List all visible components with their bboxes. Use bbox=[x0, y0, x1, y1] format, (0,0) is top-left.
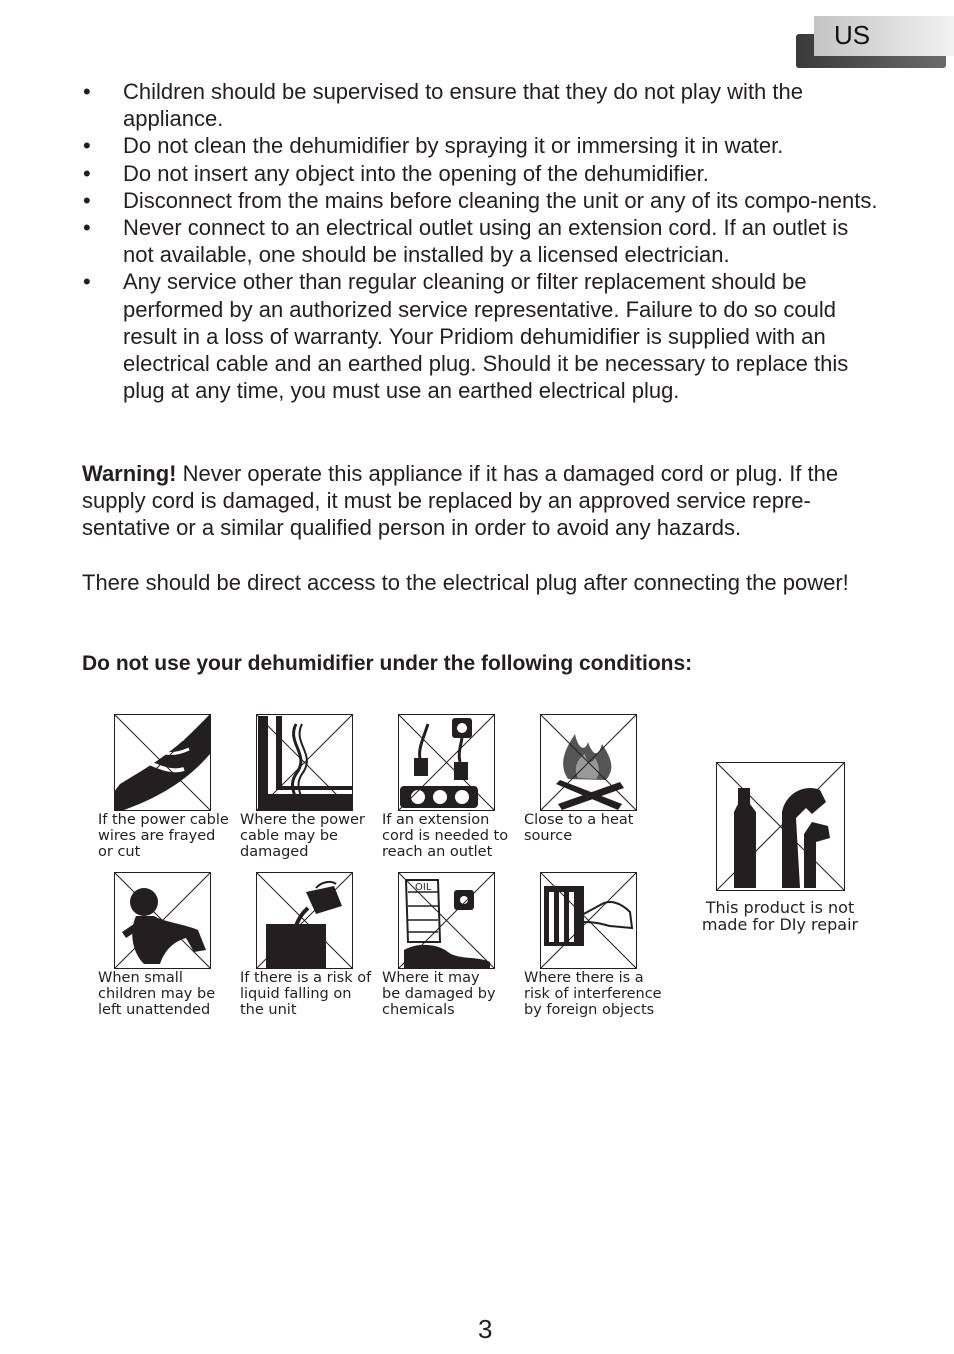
condition-caption: Where the power cable may be damaged bbox=[240, 812, 365, 860]
diy-caption: This product is not made for DIy repair bbox=[701, 898, 859, 934]
language-tab-label: US bbox=[834, 20, 871, 50]
foreign-objects-icon bbox=[540, 872, 637, 969]
bullet-item: • Do not clean the dehumidifier by spraying it or immersing it in water. bbox=[83, 133, 784, 159]
warning-label: Warning! bbox=[82, 461, 177, 486]
liquid-spill-icon bbox=[256, 872, 353, 969]
chemicals-icon bbox=[398, 872, 495, 969]
access-note: There should be direct access to the electrical plug after connecting the power! bbox=[82, 570, 849, 595]
condition-caption: Where it may be damaged by chemicals bbox=[382, 970, 496, 1018]
warning-paragraph bbox=[82, 460, 882, 542]
heat-source-icon bbox=[540, 714, 637, 811]
condition-caption: If there is a risk of liquid falling on the unit bbox=[240, 970, 372, 1018]
oil-label: OIL bbox=[415, 882, 432, 893]
condition-caption: Where there is a risk of interference by foreign objects bbox=[524, 970, 662, 1018]
safety-bullet-list bbox=[0, 78, 880, 404]
extension-cord-icon bbox=[398, 714, 495, 811]
no-diy-repair-icon bbox=[716, 762, 845, 891]
page-number: 3 bbox=[478, 1314, 493, 1344]
damaged-cable-icon bbox=[256, 714, 353, 811]
warning-text: Never operate this appliance if it has a damaged cord or plug. If the supply cord is damaged, it must be replaced by an approved service repre-sentative or a similar qualified person in order to avoid any hazards. bbox=[82, 461, 839, 541]
bullet-item: • Do not insert any object into the opening of the dehumidifier. bbox=[83, 160, 709, 186]
condition-caption: If an extension cord is needed to reach an outlet bbox=[382, 812, 509, 860]
condition-caption: When small children may be left unattended bbox=[98, 970, 216, 1018]
conditions-heading: Do not use your dehumidifier under the following conditions: bbox=[82, 652, 693, 675]
condition-caption: Close to a heat source bbox=[524, 812, 634, 844]
child-unattended-icon bbox=[114, 872, 211, 969]
bullet-item: • Never connect to an electrical outlet using an extension cord. If an outlet is not available, one should be installed by a licensed electrician. bbox=[83, 215, 849, 268]
condition-caption: If the power cable wires are frayed or cut bbox=[98, 812, 229, 860]
bullet-item: • Disconnect from the mains before cleaning the unit or any of its compo-nents. bbox=[83, 187, 878, 213]
frayed-cable-icon bbox=[114, 714, 211, 811]
bullet-item: • Any service other than regular cleaning or filter replacement should be performed by an authorized service representative. Failure to do so could result in a loss of warranty. Your Pridiom dehumidifier is supplied with an electrical cable and an earthed plug. Should it be necessary to replace this plug at any time, you must use an earthed electrical plug. bbox=[83, 269, 849, 404]
bullet-item: • Children should be supervised to ensure that they do not play with the appliance. bbox=[83, 79, 803, 132]
